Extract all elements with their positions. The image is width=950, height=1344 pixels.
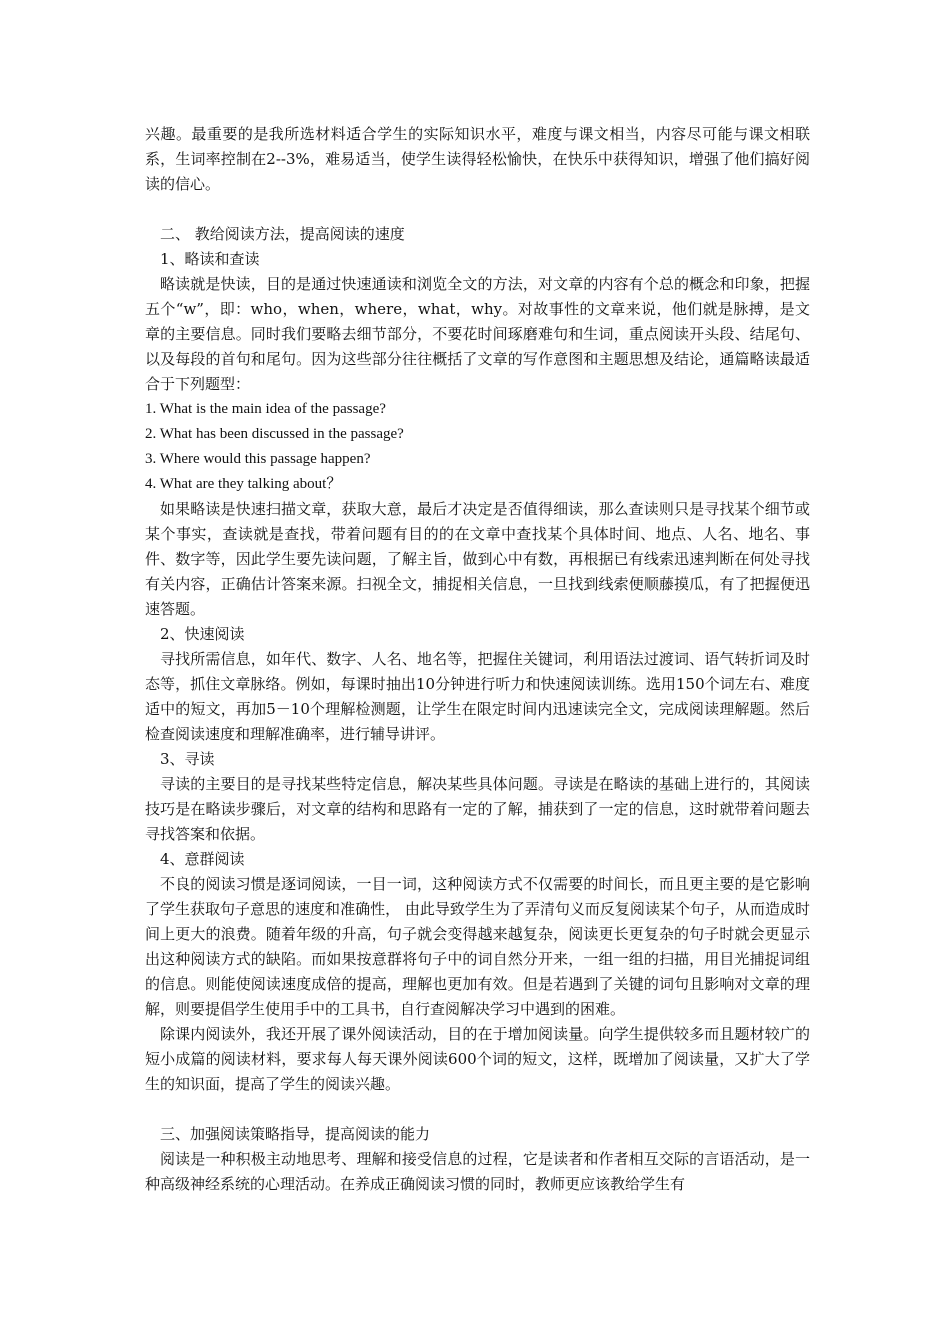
intro-paragraph-tail: 兴趣。最重要的是我所选材料适合学生的实际知识水平，难度与课文相当，内容尽可能与课文相联系，生词率控制在2--3%，难易适当，使学生读得轻松愉快，在快乐中获得知识，增强了他们搞好阅读的信心。 [145,125,810,193]
document-page [145,122,810,1197]
fast-reading-paragraph: 寻找所需信息，如年代、数字、人名、地名等，把握住关键词，利用语法过渡词、语气转折词及时态等，抓住文章脉络。例如，每课时抽出10分钟进行听力和快速阅读训练。选用150个词左右、难度适中的短文，再加5－10个理解检测题，让学生在限定时间内迅速读完全文，完成阅读理解题。然后检查阅读速度和理解准确率，进行辅导讲评。 [145,650,810,743]
section-2-heading: 二、 教给阅读方法，提高阅读的速度 [160,225,405,243]
subsection-2-title: 2、快速阅读 [160,625,245,643]
section-3-paragraph: 阅读是一种积极主动地思考、理解和接受信息的过程，它是读者和作者相互交际的言语活动，是一种高级神经系统的心理活动。在养成正确阅读习惯的同时，教师更应该教给学生有 [145,1150,810,1193]
skimming-paragraph: 略读就是快读，目的是通过快速通读和浏览全文的方法，对文章的内容有个总的概念和印象，把握五个“w”，即：who，when，where，what，why。对故事性的文章来说，他们就是脉搏，是文章的主要信息。同时我们要略去细节部分，不要花时间琢磨难句和生词，重点阅读开头段、结尾句、以及每段的首句和尾句。因为这些部分往往概括了文章的写作意图和主题思想及结论，通篇略读最适合于下列题型： [145,275,810,393]
sense-group-paragraph: 不良的阅读习惯是逐词阅读，一目一词，这种阅读方式不仅需要的时间长，而且更主要的是它影响了学生获取句子意思的速度和准确性， 由此导致学生为了弄清句义而反复阅读某个句子，从而造成时间上更大的浪费。随着年级的升高，句子就会变得越来越复杂，阅读更长更复杂的句子时就会更显示出这种阅读方式的缺陷。而如果按意群将句子中的词自然分开来，一组一组的扫描，用目光捕捉词组的信息。则能使阅读速度成倍的提高，理解也更加有效。但是若遇到了关键的词句且影响对文章的理解，则要提倡学生使用手中的工具书，自行查阅解决学习中遇到的困难。 [145,875,810,1018]
spacer [145,197,810,222]
search-reading-paragraph: 寻读的主要目的是寻找某些特定信息，解决某些具体问题。寻读是在略读的基础上进行的，其阅读技巧是在略读步骤后，对文章的结构和思路有一定的了解，捕获到了一定的信息，这时就带着问题去寻找答案和依据。 [145,775,810,843]
subsection-3-title: 3、寻读 [160,750,215,768]
subsection-4-title: 4、意群阅读 [160,850,245,868]
question-1: 1. What is the main idea of the passage? [145,401,386,417]
subsection-1-title: 1、略读和查读 [160,250,260,268]
question-3: 3. Where would this passage happen? [145,451,371,467]
section-3-heading: 三、加强阅读策略指导，提高阅读的能力 [160,1125,431,1143]
question-4: 4. What are they talking about？ [145,476,342,492]
extracurricular-paragraph: 除课内阅读外，我还开展了课外阅读活动，目的在于增加阅读量。向学生提供较多而且题材较广的短小成篇的阅读材料，要求每人每天课外阅读600个词的短文，这样，既增加了阅读量，又扩大了学生的知识面，提高了学生的阅读兴趣。 [145,1025,810,1093]
spacer [145,1097,810,1122]
scanning-paragraph: 如果略读是快速扫描文章，获取大意，最后才决定是否值得细读，那么查读则只是寻找某个细节或某个事实，查读就是查找，带着问题有目的的在文章中查找某个具体时间、地点、人名、地名、事件、数字等，因此学生要先读问题，了解主旨，做到心中有数，再根据已有线索迅速判断在何处寻找有关内容，正确估计答案来源。扫视全文，捕捉相关信息，一旦找到线索便顺藤摸瓜，有了把握便迅速答题。 [145,500,810,618]
question-2: 2. What has been discussed in the passage? [145,426,404,442]
